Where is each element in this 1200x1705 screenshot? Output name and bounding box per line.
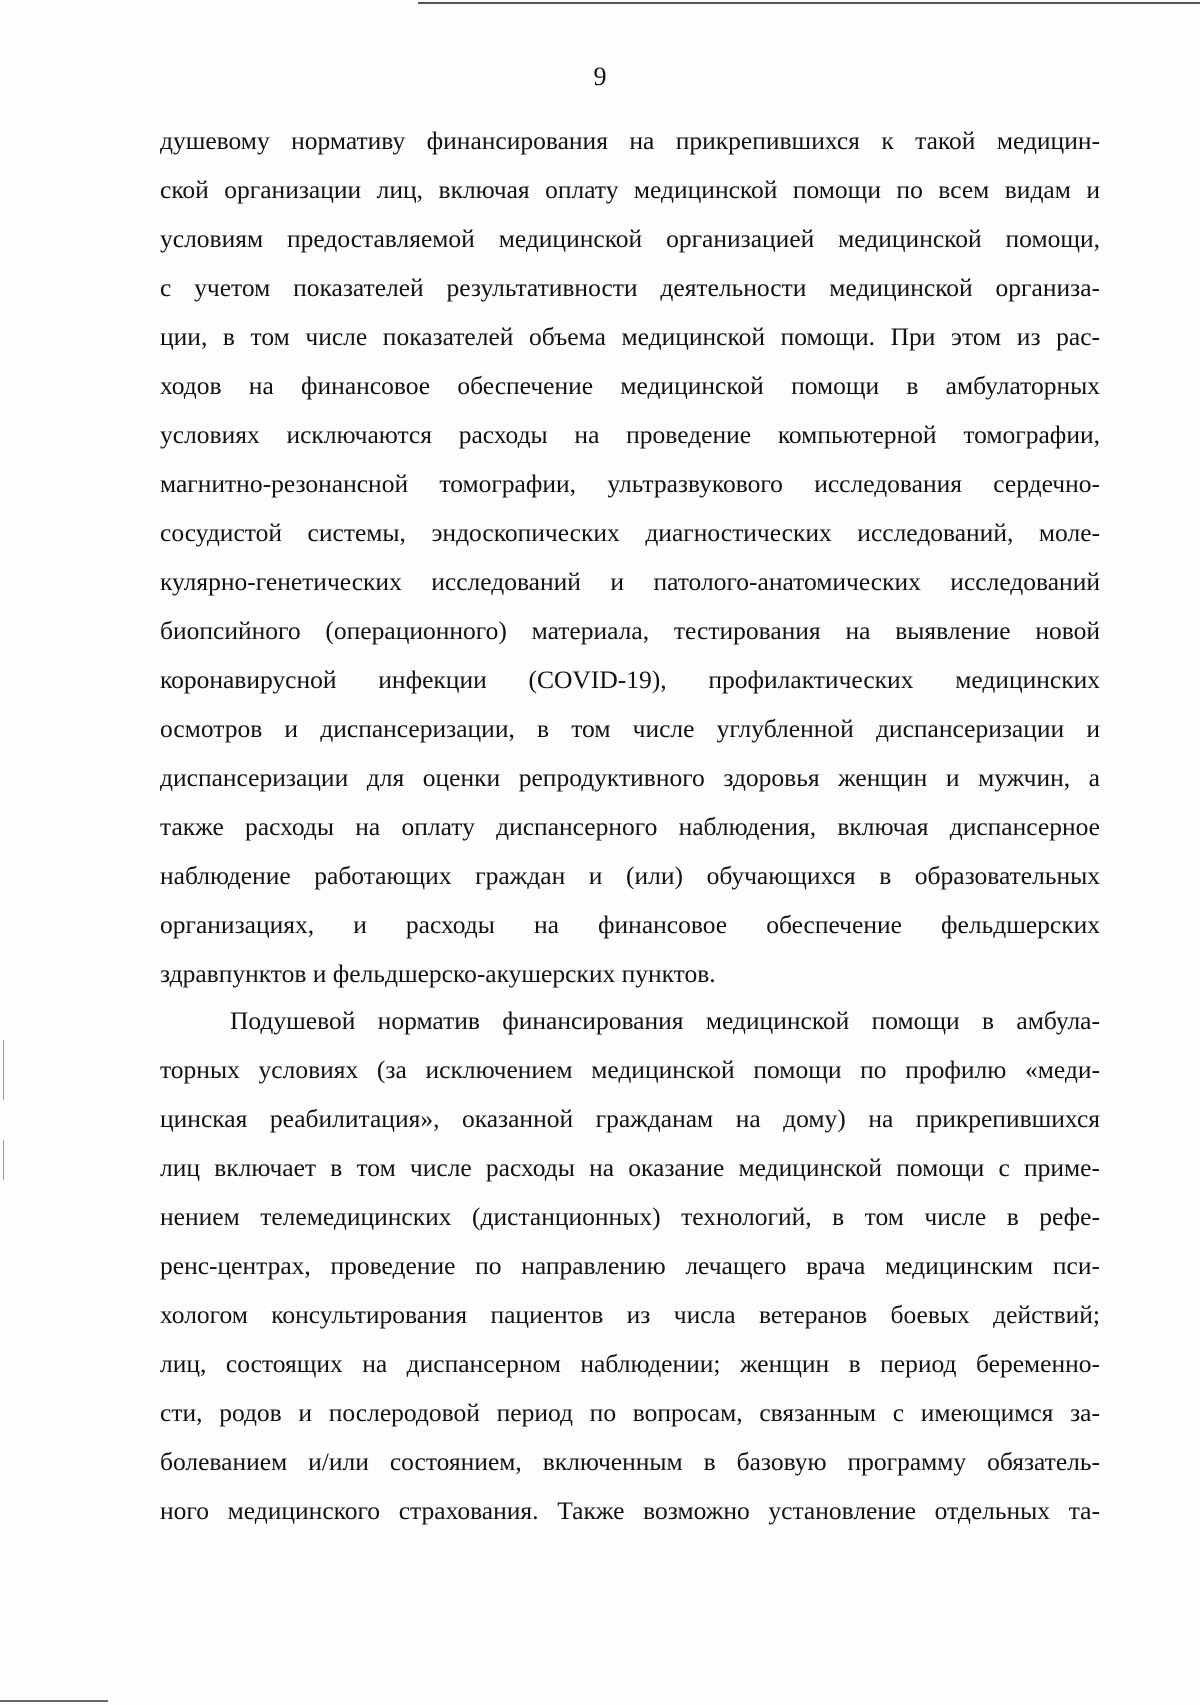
text-line: кулярно-генетических исследований и патолого-анатомических исследований: [160, 567, 1100, 596]
text-line: наблюдение работающих граждан и (или) обучающихся в образовательных: [160, 861, 1100, 890]
text-line: диспансеризации для оценки репродуктивного здоровья женщин и мужчин, а: [160, 763, 1100, 792]
paragraph-2: [160, 996, 1100, 1535]
text-line: ции, в том числе показателей объема медицинской помощи. При этом из рас-: [160, 322, 1100, 351]
text-line: ного медицинского страхования. Также возможно установление отдельных та-: [160, 1496, 1100, 1525]
text-line: с учетом показателей результативности деятельности медицинской организа-: [160, 273, 1100, 302]
text-line: биопсийного (операционного) материала, тестирования на выявление новой: [160, 616, 1100, 645]
text-line: ской организации лиц, включая оплату медицинской помощи по всем видам и: [160, 175, 1100, 204]
left-edge-mark: [3, 1040, 4, 1100]
text-line: организациях, и расходы на финансовое обеспечение фельдшерских: [160, 910, 1100, 939]
text-line: сосудистой системы, эндоскопических диагностических исследований, моле-: [160, 518, 1100, 547]
text-line: болеванием и/или состоянием, включенным в базовую программу обязатель-: [160, 1447, 1100, 1476]
text-line: Подушевой норматив финансирования медицинской помощи в амбула-: [230, 1006, 1100, 1035]
text-line: душевому нормативу финансирования на прикрепившихся к такой медицин-: [160, 126, 1100, 155]
text-line: лиц, состоящих на диспансерном наблюдении; женщин в период беременно-: [160, 1349, 1100, 1378]
paragraph-1: [160, 116, 1100, 998]
text-line: лиц включает в том числе расходы на оказание медицинской помощи с приме-: [160, 1153, 1100, 1182]
text-line: нением телемедицинских (дистанционных) технологий, в том числе в рефе-: [160, 1202, 1100, 1231]
text-line: сти, родов и послеродовой период по вопросам, связанным с имеющимся за-: [160, 1398, 1100, 1427]
text-line: хологом консультирования пациентов из числа ветеранов боевых действий;: [160, 1300, 1100, 1329]
text-line: ренс-центрах, проведение по направлению лечащего врача медицинским пси-: [160, 1251, 1100, 1280]
text-line: ходов на финансовое обеспечение медицинской помощи в амбулаторных: [160, 371, 1100, 400]
text-line: условиях исключаются расходы на проведение компьютерной томографии,: [160, 420, 1100, 449]
bottom-edge-line: [0, 1700, 108, 1702]
text-line: осмотров и диспансеризации, в том числе углубленной диспансеризации и: [160, 714, 1100, 743]
text-line: также расходы на оплату диспансерного наблюдения, включая диспансерное: [160, 812, 1100, 841]
text-line: торных условиях (за исключением медицинской помощи по профилю «меди-: [160, 1055, 1100, 1084]
top-edge-line: [418, 2, 1200, 4]
page-number: 9: [593, 62, 607, 91]
text-line: коронавирусной инфекции (COVID-19), профилактических медицинских: [160, 665, 1100, 694]
text-line: магнитно-резонансной томографии, ультразвукового исследования сердечно-: [160, 469, 1100, 498]
text-line: здравпунктов и фельдшерско-акушерских пунктов.: [160, 959, 716, 988]
text-line: цинская реабилитация», оказанной гражданам на дому) на прикрепившихся: [160, 1104, 1100, 1133]
left-edge-mark: [3, 1140, 4, 1180]
text-line: условиям предоставляемой медицинской организацией медицинской помощи,: [160, 224, 1100, 253]
